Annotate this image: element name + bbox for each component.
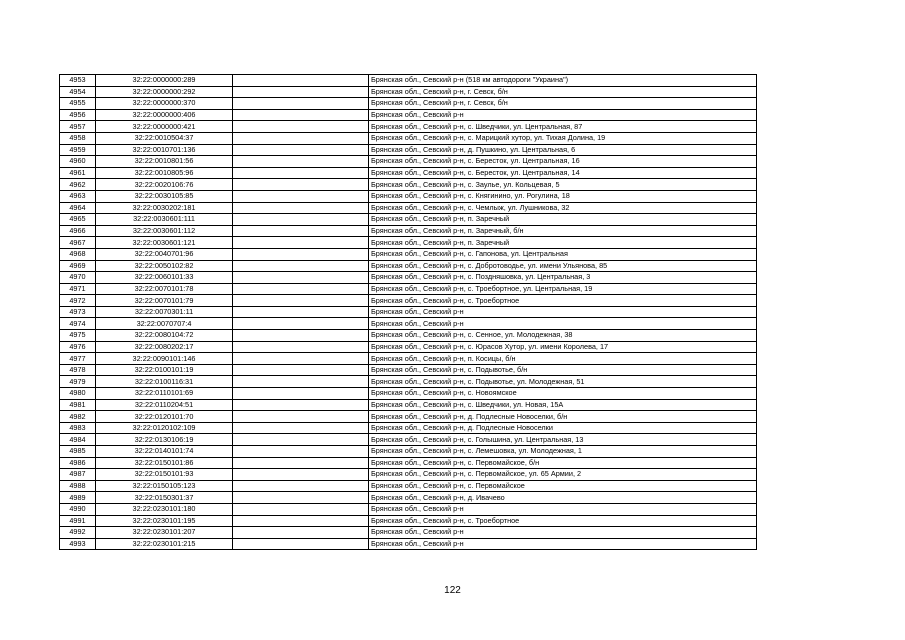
cadastral-number-cell: 32:22:0110101:69 bbox=[96, 388, 233, 400]
row-number-cell: 4990 bbox=[60, 503, 96, 515]
address-cell: Брянская обл., Севский р-н, д. Подлесные Новоселки bbox=[369, 422, 757, 434]
cadastral-number-cell: 32:22:0230101:180 bbox=[96, 503, 233, 515]
table-row bbox=[60, 469, 757, 481]
table-row bbox=[60, 214, 757, 226]
row-number-cell: 4991 bbox=[60, 515, 96, 527]
address-cell: Брянская обл., Севский р-н bbox=[369, 306, 757, 318]
row-number-cell: 4992 bbox=[60, 527, 96, 539]
table-row bbox=[60, 353, 757, 365]
table-row bbox=[60, 167, 757, 179]
empty-cell bbox=[233, 248, 369, 260]
row-number-cell: 4987 bbox=[60, 469, 96, 481]
row-number-cell: 4975 bbox=[60, 330, 96, 342]
table-row bbox=[60, 283, 757, 295]
empty-cell bbox=[233, 121, 369, 133]
row-number-cell: 4984 bbox=[60, 434, 96, 446]
empty-cell bbox=[233, 538, 369, 550]
row-number-cell: 4968 bbox=[60, 248, 96, 260]
registry-table-body bbox=[60, 75, 757, 550]
cadastral-number-cell: 32:22:0130106:19 bbox=[96, 434, 233, 446]
address-cell: Брянская обл., Севский р-н bbox=[369, 318, 757, 330]
table-row bbox=[60, 480, 757, 492]
empty-cell bbox=[233, 469, 369, 481]
cadastral-number-cell: 32:22:0070301:11 bbox=[96, 306, 233, 318]
empty-cell bbox=[233, 75, 369, 87]
empty-cell bbox=[233, 515, 369, 527]
address-cell: Брянская обл., Севский р-н, с. Подывотье, ул. Молодежная, 51 bbox=[369, 376, 757, 388]
cadastral-number-cell: 32:22:0000000:421 bbox=[96, 121, 233, 133]
row-number-cell: 4981 bbox=[60, 399, 96, 411]
cadastral-number-cell: 32:22:0230101:195 bbox=[96, 515, 233, 527]
table-row bbox=[60, 272, 757, 284]
address-cell: Брянская обл., Севский р-н, с. Первомайское bbox=[369, 480, 757, 492]
row-number-cell: 4986 bbox=[60, 457, 96, 469]
table-row bbox=[60, 457, 757, 469]
row-number-cell: 4958 bbox=[60, 132, 96, 144]
empty-cell bbox=[233, 306, 369, 318]
empty-cell bbox=[233, 353, 369, 365]
empty-cell bbox=[233, 399, 369, 411]
address-cell: Брянская обл., Севский р-н, д. Пушкино, ул. Центральная, 6 bbox=[369, 144, 757, 156]
address-cell: Брянская обл., Севский р-н, с. Шведчики, ул. Новая, 15А bbox=[369, 399, 757, 411]
row-number-cell: 4988 bbox=[60, 480, 96, 492]
empty-cell bbox=[233, 492, 369, 504]
cadastral-number-cell: 32:22:0000000:292 bbox=[96, 86, 233, 98]
empty-cell bbox=[233, 527, 369, 539]
row-number-cell: 4960 bbox=[60, 156, 96, 168]
address-cell: Брянская обл., Севский р-н, с. Поздняшовка, ул. Центральная, 3 bbox=[369, 272, 757, 284]
row-number-cell: 4973 bbox=[60, 306, 96, 318]
table-row bbox=[60, 109, 757, 121]
table-row bbox=[60, 411, 757, 423]
empty-cell bbox=[233, 156, 369, 168]
row-number-cell: 4976 bbox=[60, 341, 96, 353]
cadastral-number-cell: 32:22:0010801:56 bbox=[96, 156, 233, 168]
cadastral-number-cell: 32:22:0120101:70 bbox=[96, 411, 233, 423]
empty-cell bbox=[233, 167, 369, 179]
row-number-cell: 4980 bbox=[60, 388, 96, 400]
row-number-cell: 4983 bbox=[60, 422, 96, 434]
empty-cell bbox=[233, 214, 369, 226]
empty-cell bbox=[233, 318, 369, 330]
cadastral-number-cell: 32:22:0040701:96 bbox=[96, 248, 233, 260]
row-number-cell: 4967 bbox=[60, 237, 96, 249]
page-number: 122 bbox=[444, 585, 461, 596]
address-cell: Брянская обл., Севский р-н, д. Ивачево bbox=[369, 492, 757, 504]
cadastral-number-cell: 32:22:0140101:74 bbox=[96, 446, 233, 458]
empty-cell bbox=[233, 132, 369, 144]
row-number-cell: 4959 bbox=[60, 144, 96, 156]
empty-cell bbox=[233, 411, 369, 423]
cadastral-number-cell: 32:22:0230101:207 bbox=[96, 527, 233, 539]
table-row bbox=[60, 318, 757, 330]
table-row bbox=[60, 98, 757, 110]
cadastral-number-cell: 32:22:0050102:82 bbox=[96, 260, 233, 272]
table-row bbox=[60, 306, 757, 318]
empty-cell bbox=[233, 225, 369, 237]
row-number-cell: 4993 bbox=[60, 538, 96, 550]
table-row bbox=[60, 225, 757, 237]
address-cell: Брянская обл., Севский р-н bbox=[369, 527, 757, 539]
table-row bbox=[60, 538, 757, 550]
empty-cell bbox=[233, 202, 369, 214]
table-row bbox=[60, 434, 757, 446]
cadastral-number-cell: 32:22:0000000:289 bbox=[96, 75, 233, 87]
registry-table bbox=[59, 74, 757, 550]
empty-cell bbox=[233, 446, 369, 458]
empty-cell bbox=[233, 237, 369, 249]
cadastral-number-cell: 32:22:0080202:17 bbox=[96, 341, 233, 353]
cadastral-number-cell: 32:22:0070101:79 bbox=[96, 295, 233, 307]
table-row bbox=[60, 202, 757, 214]
empty-cell bbox=[233, 272, 369, 284]
row-number-cell: 4964 bbox=[60, 202, 96, 214]
cadastral-number-cell: 32:22:0070101:78 bbox=[96, 283, 233, 295]
table-row bbox=[60, 388, 757, 400]
row-number-cell: 4962 bbox=[60, 179, 96, 191]
address-cell: Брянская обл., Севский р-н, с. Голышина, ул. Центральная, 13 bbox=[369, 434, 757, 446]
empty-cell bbox=[233, 457, 369, 469]
row-number-cell: 4982 bbox=[60, 411, 96, 423]
row-number-cell: 4961 bbox=[60, 167, 96, 179]
cadastral-number-cell: 32:22:0000000:406 bbox=[96, 109, 233, 121]
table-row bbox=[60, 121, 757, 133]
row-number-cell: 4979 bbox=[60, 376, 96, 388]
cadastral-number-cell: 32:22:0030105:85 bbox=[96, 190, 233, 202]
cadastral-number-cell: 32:22:0110204:51 bbox=[96, 399, 233, 411]
table-row bbox=[60, 190, 757, 202]
table-row bbox=[60, 364, 757, 376]
address-cell: Брянская обл., Севский р-н, г. Севск, б/н bbox=[369, 98, 757, 110]
empty-cell bbox=[233, 330, 369, 342]
cadastral-number-cell: 32:22:0010805:96 bbox=[96, 167, 233, 179]
table-row bbox=[60, 75, 757, 87]
address-cell: Брянская обл., Севский р-н, с. Юрасов Хутор, ул. имени Королева, 17 bbox=[369, 341, 757, 353]
address-cell: Брянская обл., Севский р-н, п. Заречный, б/н bbox=[369, 225, 757, 237]
table-row bbox=[60, 527, 757, 539]
table-row bbox=[60, 422, 757, 434]
address-cell: Брянская обл., Севский р-н, с. Чемлыж, ул. Лушникова, 32 bbox=[369, 202, 757, 214]
row-number-cell: 4969 bbox=[60, 260, 96, 272]
empty-cell bbox=[233, 98, 369, 110]
address-cell: Брянская обл., Севский р-н bbox=[369, 109, 757, 121]
cadastral-number-cell: 32:22:0150101:86 bbox=[96, 457, 233, 469]
empty-cell bbox=[233, 109, 369, 121]
empty-cell bbox=[233, 503, 369, 515]
address-cell: Брянская обл., Севский р-н, п. Заречный bbox=[369, 214, 757, 226]
cadastral-number-cell: 32:22:0090101:146 bbox=[96, 353, 233, 365]
row-number-cell: 4972 bbox=[60, 295, 96, 307]
row-number-cell: 4977 bbox=[60, 353, 96, 365]
empty-cell bbox=[233, 86, 369, 98]
table-row bbox=[60, 248, 757, 260]
row-number-cell: 4956 bbox=[60, 109, 96, 121]
table-row bbox=[60, 295, 757, 307]
row-number-cell: 4965 bbox=[60, 214, 96, 226]
table-row bbox=[60, 237, 757, 249]
address-cell: Брянская обл., Севский р-н, с. Заулье, ул. Кольцевая, 5 bbox=[369, 179, 757, 191]
cadastral-number-cell: 32:22:0030202:181 bbox=[96, 202, 233, 214]
address-cell: Брянская обл., Севский р-н, д. Подлесные Новоселки, б/н bbox=[369, 411, 757, 423]
address-cell: Брянская обл., Севский р-н bbox=[369, 503, 757, 515]
cadastral-number-cell: 32:22:0030601:112 bbox=[96, 225, 233, 237]
cadastral-number-cell: 32:22:0010701:136 bbox=[96, 144, 233, 156]
row-number-cell: 4974 bbox=[60, 318, 96, 330]
row-number-cell: 4963 bbox=[60, 190, 96, 202]
table-row bbox=[60, 132, 757, 144]
table-row bbox=[60, 260, 757, 272]
table-row bbox=[60, 330, 757, 342]
empty-cell bbox=[233, 341, 369, 353]
address-cell: Брянская обл., Севский р-н, с. Шведчики, ул. Центральная, 87 bbox=[369, 121, 757, 133]
cadastral-number-cell: 32:22:0030601:111 bbox=[96, 214, 233, 226]
cadastral-number-cell: 32:22:0070707:4 bbox=[96, 318, 233, 330]
cadastral-number-cell: 32:22:0100116:31 bbox=[96, 376, 233, 388]
cadastral-number-cell: 32:22:0010504:37 bbox=[96, 132, 233, 144]
table-row bbox=[60, 156, 757, 168]
address-cell: Брянская обл., Севский р-н, п. Косицы, б/н bbox=[369, 353, 757, 365]
address-cell: Брянская обл., Севский р-н, с. Первомайское, ул. 65 Армии, 2 bbox=[369, 469, 757, 481]
empty-cell bbox=[233, 179, 369, 191]
table-row bbox=[60, 341, 757, 353]
address-cell: Брянская обл., Севский р-н, п. Заречный bbox=[369, 237, 757, 249]
address-cell: Брянская обл., Севский р-н bbox=[369, 538, 757, 550]
cadastral-number-cell: 32:22:0150101:93 bbox=[96, 469, 233, 481]
address-cell: Брянская обл., Севский р-н (518 км автодороги "Украина") bbox=[369, 75, 757, 87]
address-cell: Брянская обл., Севский р-н, с. Лемешовка, ул. Молодежная, 1 bbox=[369, 446, 757, 458]
empty-cell bbox=[233, 283, 369, 295]
cadastral-number-cell: 32:22:0080104:72 bbox=[96, 330, 233, 342]
address-cell: Брянская обл., Севский р-н, с. Марицкий хутор, ул. Тихая Долина, 19 bbox=[369, 132, 757, 144]
address-cell: Брянская обл., Севский р-н, с. Береcток, ул. Центральная, 16 bbox=[369, 156, 757, 168]
row-number-cell: 4957 bbox=[60, 121, 96, 133]
address-cell: Брянская обл., Севский р-н, с. Троебортное, ул. Центральная, 19 bbox=[369, 283, 757, 295]
row-number-cell: 4971 bbox=[60, 283, 96, 295]
empty-cell bbox=[233, 422, 369, 434]
address-cell: Брянская обл., Севский р-н, с. Княгинино, ул. Рогулина, 18 bbox=[369, 190, 757, 202]
cadastral-number-cell: 32:22:0230101:215 bbox=[96, 538, 233, 550]
empty-cell bbox=[233, 434, 369, 446]
empty-cell bbox=[233, 480, 369, 492]
table-row bbox=[60, 503, 757, 515]
address-cell: Брянская обл., Севский р-н, с. Сенное, ул. Молодежная, 38 bbox=[369, 330, 757, 342]
address-cell: Брянская обл., Севский р-н, с. Троебортное bbox=[369, 515, 757, 527]
cadastral-number-cell: 32:22:0020106:76 bbox=[96, 179, 233, 191]
empty-cell bbox=[233, 190, 369, 202]
table-row bbox=[60, 515, 757, 527]
empty-cell bbox=[233, 295, 369, 307]
cadastral-number-cell: 32:22:0000000:370 bbox=[96, 98, 233, 110]
table-row bbox=[60, 144, 757, 156]
cadastral-number-cell: 32:22:0060101:33 bbox=[96, 272, 233, 284]
table-row bbox=[60, 179, 757, 191]
cadastral-number-cell: 32:22:0120102:109 bbox=[96, 422, 233, 434]
address-cell: Брянская обл., Севский р-н, г. Севск, б/н bbox=[369, 86, 757, 98]
address-cell: Брянская обл., Севский р-н, с. Береcток, ул. Центральная, 14 bbox=[369, 167, 757, 179]
row-number-cell: 4966 bbox=[60, 225, 96, 237]
address-cell: Брянская обл., Севский р-н, с. Новоямское bbox=[369, 388, 757, 400]
empty-cell bbox=[233, 364, 369, 376]
row-number-cell: 4970 bbox=[60, 272, 96, 284]
table-row bbox=[60, 86, 757, 98]
address-cell: Брянская обл., Севский р-н, с. Добротоводье, ул. имени Ульянова, 85 bbox=[369, 260, 757, 272]
address-cell: Брянская обл., Севский р-н, с. Подывотье, б/н bbox=[369, 364, 757, 376]
cadastral-number-cell: 32:22:0150301:37 bbox=[96, 492, 233, 504]
empty-cell bbox=[233, 144, 369, 156]
address-cell: Брянская обл., Севский р-н, с. Троебортное bbox=[369, 295, 757, 307]
row-number-cell: 4954 bbox=[60, 86, 96, 98]
row-number-cell: 4985 bbox=[60, 446, 96, 458]
table-row bbox=[60, 492, 757, 504]
row-number-cell: 4989 bbox=[60, 492, 96, 504]
empty-cell bbox=[233, 260, 369, 272]
cadastral-number-cell: 32:22:0150105:123 bbox=[96, 480, 233, 492]
row-number-cell: 4955 bbox=[60, 98, 96, 110]
table-row bbox=[60, 446, 757, 458]
row-number-cell: 4978 bbox=[60, 364, 96, 376]
empty-cell bbox=[233, 376, 369, 388]
empty-cell bbox=[233, 388, 369, 400]
table-row bbox=[60, 399, 757, 411]
cadastral-number-cell: 32:22:0030601:121 bbox=[96, 237, 233, 249]
cadastral-number-cell: 32:22:0100101:19 bbox=[96, 364, 233, 376]
table-row bbox=[60, 376, 757, 388]
address-cell: Брянская обл., Севский р-н, с. Гапонова, ул. Центральная bbox=[369, 248, 757, 260]
row-number-cell: 4953 bbox=[60, 75, 96, 87]
address-cell: Брянская обл., Севский р-н, с. Первомайское, б/н bbox=[369, 457, 757, 469]
